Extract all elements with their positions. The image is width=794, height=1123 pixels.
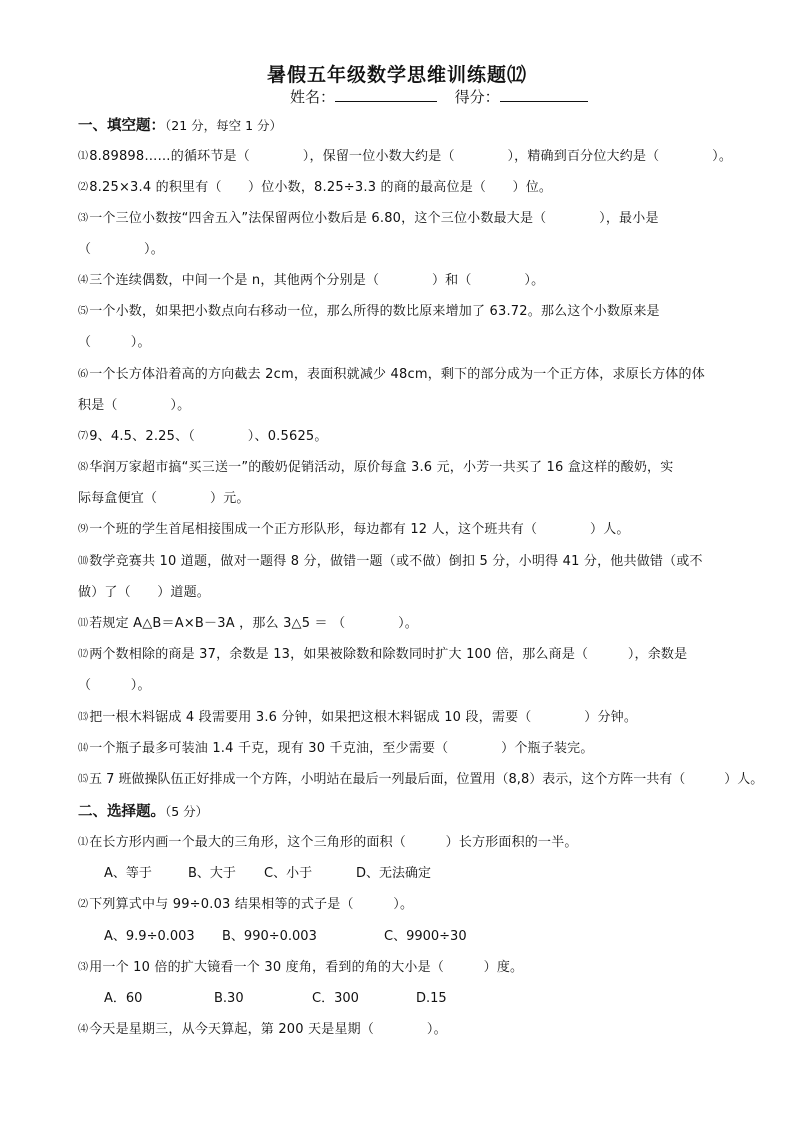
question-2-2: [78, 893, 413, 912]
question-1-4: [78, 269, 544, 288]
question-text: 一个瓶子最多可装油 1.4 千克，现有 30 千克油，至少需要（ ）个瓶子装完。: [89, 741, 594, 756]
page-title: 暑假五年级数学思维训练题⑿: [266, 64, 527, 86]
name-label: 姓名：: [290, 88, 336, 106]
question-1-10: [78, 550, 703, 569]
score-blank[interactable]: [500, 87, 588, 102]
question-1-15: [78, 768, 763, 787]
question-1-5-cont: [78, 331, 151, 350]
name-blank[interactable]: [335, 87, 437, 102]
section-choice-heading: [78, 800, 208, 821]
option-c[interactable]: C、小于: [264, 866, 313, 881]
name-score-line: [290, 86, 588, 107]
option-a[interactable]: A．60: [104, 991, 143, 1006]
question-1-8: [78, 456, 673, 475]
option-b[interactable]: B、大于: [188, 866, 236, 881]
option-d[interactable]: D.15: [416, 991, 447, 1006]
question-text: 8.25×3.4 的积里有（ ）位小数，8.25÷3.3 的商的最高位是（ ）位。: [89, 180, 553, 195]
question-text: 五 7 班做操队伍正好排成一个方阵，小明站在最后一列最后面，位置用（8,8）表示，这个方阵一共有（ ）人。: [89, 772, 764, 787]
question-number: ⑷: [78, 1024, 89, 1035]
score-label: 得分：: [454, 88, 500, 106]
question-1-11: [78, 612, 418, 631]
section-note: （5 分）: [165, 804, 209, 819]
question-text: （ ）。: [78, 335, 151, 350]
question-number: ⑾: [78, 618, 89, 629]
question-2-4: [78, 1018, 447, 1037]
question-text: 用一个 10 倍的扩大镜看一个 30 度角，看到的角的大小是（ ）度。: [89, 960, 524, 975]
question-2-1: [78, 831, 578, 850]
question-1-3: [78, 207, 659, 226]
question-number: ⑼: [78, 524, 89, 535]
question-number: ⑸: [78, 306, 89, 317]
question-number: ⑺: [78, 431, 89, 442]
question-number: ⑴: [78, 151, 89, 162]
section-title: 一、填空题：: [78, 118, 165, 134]
options-2-3: [104, 987, 447, 1006]
question-1-6: [78, 363, 705, 382]
question-text: 两个数相除的商是 37，余数是 13，如果被除数和除数同时扩大 100 倍，那么商是（ ），余数是: [89, 647, 688, 662]
question-1-7: [78, 425, 328, 444]
question-text: 华润万家超市搞“买三送一”的酸奶促销活动，原价每盒 3.6 元，小芳一共买了 16 盒这样的酸奶，实: [89, 460, 674, 475]
option-b[interactable]: B、990÷0.003: [222, 929, 317, 944]
question-1-3-cont: [78, 238, 164, 257]
question-text: 若规定 A△B＝A×B－3A ，那么 3△5 ＝ （ ）。: [89, 616, 418, 631]
question-1-2: [78, 176, 552, 195]
question-2-3: [78, 956, 523, 975]
option-a[interactable]: A、9.9÷0.003: [104, 929, 195, 944]
question-text: 今天是星期三，从今天算起，第 200 天是星期（ ）。: [89, 1022, 447, 1037]
question-text: 9、4.5、2.25、（ ）、0.5625。: [89, 429, 328, 444]
question-1-6-cont: [78, 394, 190, 413]
question-text: 际每盒便宜（ ）元。: [78, 491, 250, 506]
question-1-13: [78, 706, 637, 725]
section-title: 二、选择题。: [78, 804, 165, 820]
question-text: 一个小数，如果把小数点向右移动一位，那么所得的数比原来增加了 63.72。那么这个小数原来是: [89, 304, 660, 319]
question-number: ⑻: [78, 462, 89, 473]
question-number: ⑶: [78, 962, 89, 973]
question-number: ⒂: [78, 774, 88, 785]
section-note: （21 分，每空 1 分）: [165, 118, 283, 133]
question-number: ⑶: [78, 213, 89, 224]
option-a[interactable]: A、等于: [104, 866, 152, 881]
question-number: ⑵: [78, 899, 89, 910]
options-2-1: [104, 862, 431, 881]
question-1-10-cont: [78, 581, 210, 600]
options-2-2: [104, 925, 467, 944]
question-1-12-cont: [78, 674, 151, 693]
question-text: 数学竞赛共 10 道题，做对一题得 8 分，做错一题（或不做）倒扣 5 分，小明得 41 分，他共做错（或不: [89, 554, 703, 569]
option-c[interactable]: C．300: [312, 991, 359, 1006]
question-text: 8.89898……的循环节是（ ），保留一位小数大约是（ ），精确到百分位大约是（ ）。: [89, 149, 733, 164]
question-number: ⑹: [78, 369, 89, 380]
question-1-8-cont: [78, 487, 250, 506]
question-text: 下列算式中与 99÷0.03 结果相等的式子是（ ）。: [89, 897, 414, 912]
question-1-9: [78, 518, 630, 537]
question-number: ⑽: [78, 556, 89, 567]
question-text: 三个连续偶数，中间一个是 n，其他两个分别是（ ）和（ ）。: [89, 273, 545, 288]
section-fill-in-heading: [78, 114, 282, 135]
question-number: ⑷: [78, 275, 89, 286]
question-text: 把一根木料锯成 4 段需要用 3.6 分钟，如果把这根木料锯成 10 段，需要（ ）分钟。: [89, 710, 638, 725]
option-c[interactable]: C、9900÷30: [384, 929, 467, 944]
question-1-12: [78, 643, 687, 662]
question-number: ⑿: [78, 649, 89, 660]
question-text: （ ）。: [78, 242, 164, 257]
question-text: 在长方形内画一个最大的三角形，这个三角形的面积（ ）长方形面积的一半。: [89, 835, 578, 850]
question-1-14: [78, 737, 594, 756]
question-number: ⒀: [78, 712, 89, 723]
question-1-5: [78, 300, 660, 319]
question-text: 积是（ ）。: [78, 398, 191, 413]
option-b[interactable]: B.30: [214, 991, 244, 1006]
question-text: 一个班的学生首尾相接围成一个正方形队形，每边都有 12 人，这个班共有（ ）人。: [89, 522, 630, 537]
option-d[interactable]: D、无法确定: [356, 866, 432, 881]
question-1-1: [78, 145, 732, 164]
question-number: ⑴: [78, 837, 89, 848]
question-text: 一个长方体沿着高的方向截去 2cm，表面积就减少 48cm，剩下的部分成为一个正方体，求原长方体的体: [89, 367, 705, 382]
question-text: 一个三位小数按“四舍五入”法保留两位小数后是 6.80，这个三位小数最大是（ ），最小是: [89, 211, 659, 226]
question-number: ⒁: [78, 743, 89, 754]
question-text: （ ）。: [78, 678, 151, 693]
question-text: 做）了（ ）道题。: [78, 585, 211, 600]
question-number: ⑵: [78, 182, 89, 193]
